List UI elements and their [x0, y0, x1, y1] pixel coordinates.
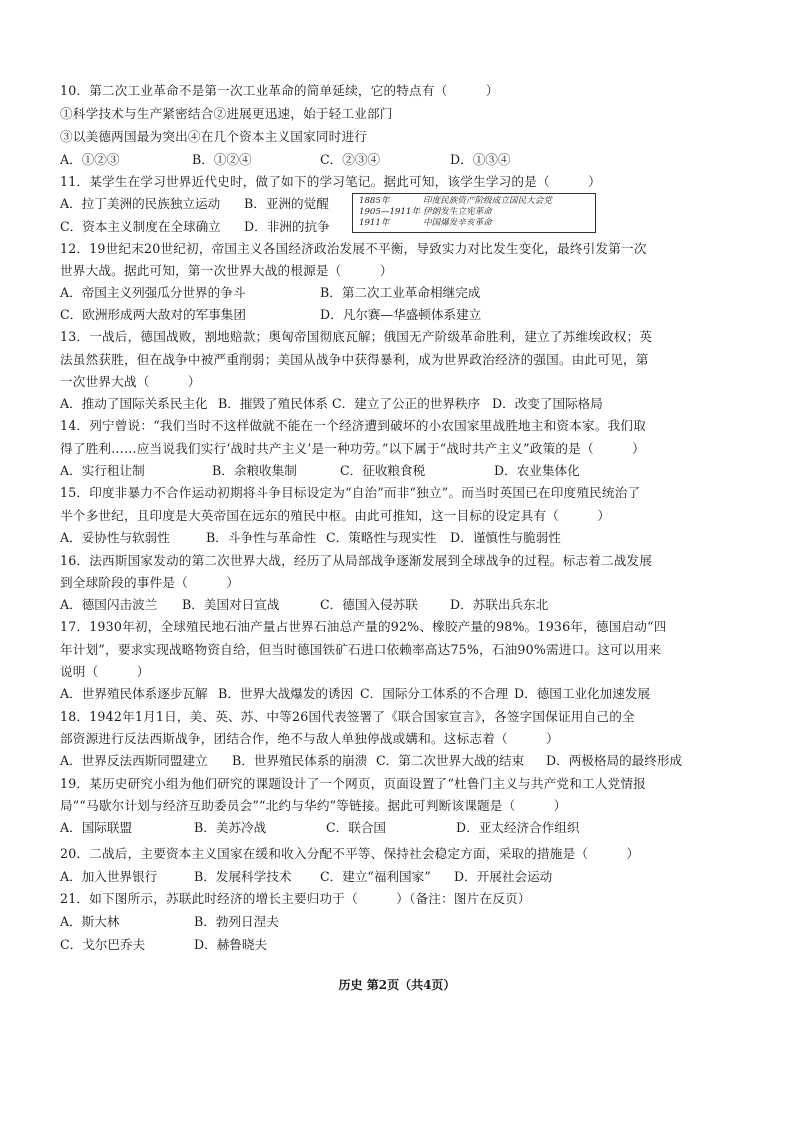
- question-19-option-a: A．国际联盟: [60, 820, 133, 835]
- question-15-option-b: B．斗争性与革命性: [206, 530, 317, 545]
- question-18-option-c: C．第二次世界大战的结束: [376, 753, 525, 768]
- study-note-year: 1911年: [359, 218, 390, 228]
- question-12-option-b: B．第二次工业革命相继完成: [320, 285, 481, 300]
- question-11-option-c: C．资本主义制度在全球确立: [60, 219, 221, 234]
- question-19-option-c: C．联合国: [326, 820, 387, 835]
- study-note-row: [359, 218, 589, 229]
- study-note-event: 中国爆发辛亥革命: [423, 218, 492, 228]
- question-14-option-b: B．余粮收集制: [212, 463, 297, 478]
- question-17-option-d: D．德国工业化加速发展: [514, 686, 651, 701]
- question-15-option-a: A．妥协性与软弱性: [60, 530, 170, 545]
- question-10-option-b: B．①②④: [192, 152, 252, 167]
- study-notes-box: [352, 193, 596, 233]
- study-note-year: 1885年: [359, 196, 390, 206]
- study-note-year: 1905—1911年: [359, 207, 420, 217]
- question-18-line-1: 18．1942年1月1日，美、英、苏、中等26国代表签署了《联合国家宣言》，各签字国保证用自己的全: [60, 709, 635, 724]
- question-13-line-1: 13．一战后，德国战败，割地赔款；奥匈帝国彻底瓦解；俄国无产阶级革命胜利，建立了苏维埃政权；英: [60, 329, 653, 344]
- question-10-option-d: D．①③④: [450, 152, 511, 167]
- question-20-option-d: D．开展社会运动: [454, 869, 553, 884]
- question-10-line-3: ③以美德两国最为突出④在几个资本主义国家同时进行: [60, 129, 368, 144]
- question-17-option-c: C．国际分工体系的不合理: [360, 686, 509, 701]
- question-12-line-1: 12．19世纪末20世纪初，帝国主义各国经济政治发展不平衡，导致实力对比发生变化，最终引发第一次: [60, 241, 647, 256]
- question-19-line-2: 局”“马歇尔计划与经济互助委员会”“北约与华约”等链接。据此可判断该课题是（ ）: [60, 798, 567, 813]
- question-16-option-c: C．德国入侵苏联: [320, 597, 418, 612]
- question-11-line-1: 11．某学生在学习世界近代史时，做了如下的学习笔记。据此可知，该学生学习的是（ ）: [60, 174, 601, 189]
- question-14-line-1: 14．列宁曾说：“我们当时不这样做就不能在一个经济遭到破坏的小农国家里战胜地主和资本家。我们取: [60, 418, 646, 433]
- question-10-option-c: C．②③④: [320, 152, 381, 167]
- question-18-option-d: D．两极格局的最终形成: [546, 753, 683, 768]
- question-14-option-a: A．实行租让制: [60, 463, 145, 478]
- study-note-row: [359, 196, 589, 207]
- question-12-option-c: C．欧洲形成两大敌对的军事集团: [60, 307, 246, 322]
- question-21-option-d: D．赫鲁晓夫: [194, 937, 268, 952]
- question-21-option-b: B．勃列日涅夫: [194, 914, 279, 929]
- question-20-option-c: C．建立“福利国家”: [320, 869, 431, 884]
- question-11-option-b: B．亚洲的觉醒: [244, 196, 329, 211]
- question-15-option-d: D．谨慎性与脆弱性: [450, 530, 561, 545]
- question-21-line-1: 21．如下图所示，苏联此时经济的增长主要归功于（ ）（备注：图片在反页）: [60, 891, 531, 906]
- question-10-line-1: 10．第二次工业革命不是第一次工业革命的简单延续，它的特点有（ ）: [60, 83, 499, 98]
- question-11-option-a: A．拉丁美洲的民族独立运动: [60, 196, 221, 211]
- question-16-line-1: 16．法西斯国家发动的第二次世界大战，经历了从局部战争逐渐发展到全球战争的过程。标志着二战发展: [60, 553, 653, 568]
- question-13-option-b: B．摧毁了殖民体系: [218, 396, 329, 411]
- question-11-option-d: D．非洲的抗争: [244, 219, 330, 234]
- question-17-line-3: 说明（ ）: [60, 664, 150, 679]
- study-note-row: [359, 207, 589, 218]
- question-20-option-b: B．发展科学技术: [194, 869, 292, 884]
- question-20-line-1: 20．二战后，主要资本主义国家在缓和收入分配不平等、保持社会稳定方面，采取的措施是（ ）: [60, 846, 640, 861]
- question-18-option-a: A．世界反法西斯同盟建立: [60, 753, 208, 768]
- question-20-option-a: A．加入世界银行: [60, 869, 158, 884]
- question-13-option-a: A．推动了国际关系民主化: [60, 396, 208, 411]
- question-16-option-d: D．苏联出兵东北: [450, 597, 549, 612]
- question-14-option-d: D．农业集体化: [494, 463, 580, 478]
- question-14-option-c: C．征收粮食税: [340, 463, 426, 478]
- question-14-line-2: 得了胜利……应当说我们实行‘战时共产主义’是一种功劳。”以下属于“战时共产主义”政策的是（ ）: [60, 441, 645, 456]
- question-21-option-a: A．斯大林: [60, 914, 120, 929]
- question-19-option-d: D．亚太经济合作组织: [456, 820, 580, 835]
- question-10-line-2: ①科学技术与生产紧密结合②进展更迅速，始于轻工业部门: [60, 106, 393, 121]
- question-17-line-2: 年计划”，要求实现战略物资自给，但当时德国铁矿石进口依赖率高达75%，石油90%需进口。这可以用来: [60, 642, 662, 657]
- question-13-line-2: 法虽然获胜，但在战争中被严重削弱；美国从战争中获得暴利，成为世界政治经济的强国。由此可见，第: [60, 352, 649, 367]
- question-16-line-2: 到全球阶段的事件是（ ）: [60, 575, 240, 590]
- question-17-option-a: A．世界殖民体系逐步瓦解: [60, 686, 208, 701]
- question-19-option-b: B．美苏冷战: [194, 820, 267, 835]
- study-note-event: 印度民族资产阶级成立国民大会党: [423, 196, 552, 206]
- question-17-option-b: B．世界大战爆发的诱因: [218, 686, 354, 701]
- question-16-option-b: B．美国对日宣战: [182, 597, 280, 612]
- question-10-option-a: A．①②③: [60, 152, 120, 167]
- study-note-event: 伊朗发生立宪革命: [423, 207, 492, 217]
- question-18-line-2: 部资源进行反法西斯战争，团结合作，绝不与敌人单独停战或媾和。这标志着（ ）: [60, 731, 559, 746]
- question-13-option-d: D．改变了国际格局: [492, 396, 603, 411]
- question-12-line-2: 世界大战。据此可知，第一次世界大战的根源是（ ）: [60, 263, 393, 278]
- question-13-option-c: C．建立了公正的世界秩序: [332, 396, 481, 411]
- question-17-line-1: 17．1930年初，全球殖民地石油产量占世界石油总产量的92%、橡胶产量的98%。1936年，德国启动“四: [60, 619, 667, 634]
- question-15-line-2: 半个多世纪，且印度是大英帝国在远东的殖民中枢。由此可推知，这一目标的设定具有（ ）: [60, 508, 611, 523]
- question-15-option-c: C．策略性与现实性: [326, 530, 437, 545]
- question-18-option-b: B．世界殖民体系的崩溃: [232, 753, 368, 768]
- question-12-option-d: D．凡尔赛—华盛顿体系建立: [320, 307, 482, 322]
- page-footer: 历史 第2页（共4页）: [338, 978, 456, 992]
- question-19-line-1: 19．某历史研究小组为他们研究的课题设计了一个网页，页面设置了“杜鲁门主义与共产党和工人党情报: [60, 776, 646, 791]
- question-12-option-a: A．帝国主义列强瓜分世界的争斗: [60, 285, 246, 300]
- question-15-line-1: 15．印度非暴力不合作运动初期将斗争目标设定为“自治”而非“独立”。而当时英国已在印度殖民统治了: [60, 485, 641, 500]
- question-21-option-c: C．戈尔巴乔夫: [60, 937, 146, 952]
- question-16-option-a: A．德国闪击波兰: [60, 597, 158, 612]
- question-13-line-3: 一次世界大战（ ）: [60, 374, 201, 389]
